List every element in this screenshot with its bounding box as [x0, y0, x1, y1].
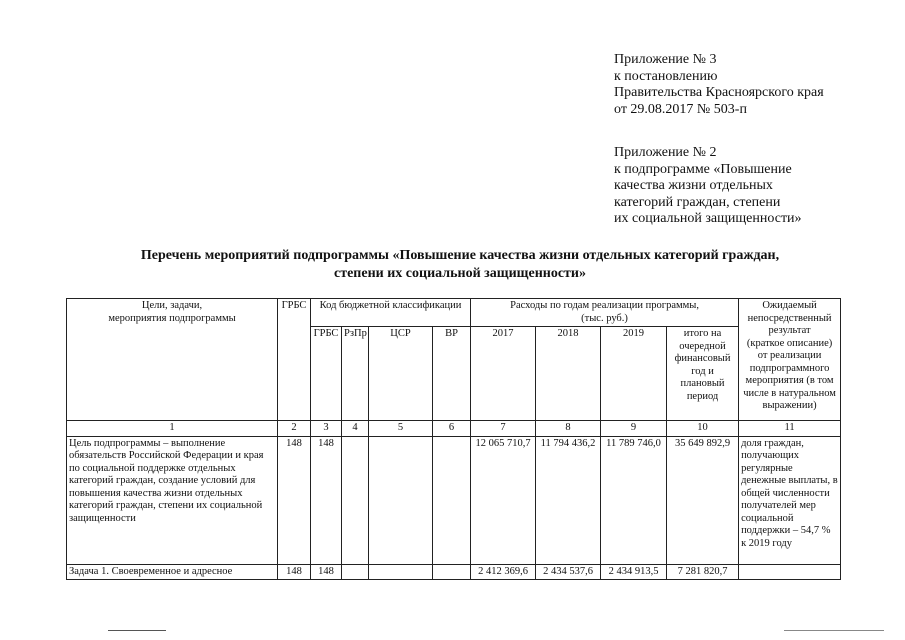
row-code-grbs: 148	[311, 436, 342, 564]
column-number: 11	[739, 421, 841, 437]
row-code-grbs: 148	[311, 564, 342, 580]
table-row	[67, 436, 841, 564]
header-year-2017: 2017	[471, 327, 536, 421]
header-sub-csr: ЦСР	[369, 327, 433, 421]
column-number: 6	[433, 421, 471, 437]
row-name: Цель подпрограммы – выполнение обязательств Российской Федерации и края по социальной поддержке отдельных категорий граждан, создание условий для повышения качества жизни отдельных категорий граждан, степени их социальной защищенности	[67, 436, 278, 564]
column-number: 3	[311, 421, 342, 437]
row-result: доля граждан, получающих регулярные денежные выплаты, в общей численности получателей мер социальной поддержки – 54,7 % к 2019 году	[739, 436, 841, 564]
header-total: итого на очередной финансовый год и плановый период	[667, 327, 739, 421]
appendix-2-line: категорий граждан, степени	[614, 194, 781, 210]
column-number: 8	[536, 421, 601, 437]
row-2017: 12 065 710,7	[471, 436, 536, 564]
header-sub-rzpr: РзПр	[342, 327, 369, 421]
table-row	[67, 564, 841, 580]
header-budget-code: Код бюджетной классификации	[311, 299, 471, 327]
column-number: 7	[471, 421, 536, 437]
appendix-2-line: к подпрограмме «Повышение	[614, 161, 792, 177]
row-total: 7 281 820,7	[667, 564, 739, 580]
activities-table	[66, 298, 841, 580]
row-2018: 2 434 537,6	[536, 564, 601, 580]
document-title-line-1: Перечень мероприятий подпрограммы «Повышение качества жизни отдельных категорий граждан,	[140, 248, 780, 263]
header-expenses: Расходы по годам реализации программы, (тыс. руб.)	[471, 299, 739, 327]
column-number: 4	[342, 421, 369, 437]
row-vr	[433, 564, 471, 580]
column-number: 9	[601, 421, 667, 437]
appendix-2-block	[614, 145, 802, 228]
row-csr	[369, 564, 433, 580]
row-csr	[369, 436, 433, 564]
appendix-2-line: их социальной защищенности»	[614, 211, 802, 226]
row-vr	[433, 436, 471, 564]
row-rzpr	[342, 564, 369, 580]
row-name: Задача 1. Своевременное и адресное	[67, 564, 278, 580]
header-year-2019: 2019	[601, 327, 667, 421]
appendix-3-line: Правительства Красноярского края	[614, 85, 824, 100]
row-rzpr	[342, 436, 369, 564]
row-2019: 2 434 913,5	[601, 564, 667, 580]
column-number: 2	[278, 421, 311, 437]
appendix-3-line: к постановлению	[614, 68, 718, 84]
column-number: 5	[369, 421, 433, 437]
row-result	[739, 564, 841, 580]
appendix-3-line: от 29.08.2017 № 503-п	[614, 101, 747, 117]
document-title-line-2: степени их социальной защищенности»	[334, 266, 586, 281]
row-total: 35 649 892,9	[667, 436, 739, 564]
scan-edge-mark	[108, 630, 166, 631]
row-grbs: 148	[278, 436, 311, 564]
header-sub-grbs: ГРБС	[311, 327, 342, 421]
appendix-3-line: Приложение № 3	[614, 52, 717, 67]
header-grbs: ГРБС	[278, 299, 311, 421]
header-sub-vr: ВР	[433, 327, 471, 421]
row-2018: 11 794 436,2	[536, 436, 601, 564]
header-year-2018: 2018	[536, 327, 601, 421]
appendix-2-line: качества жизни отдельных	[614, 178, 773, 193]
column-number: 10	[667, 421, 739, 437]
document-title	[60, 247, 860, 283]
row-grbs: 148	[278, 564, 311, 580]
row-2017: 2 412 369,6	[471, 564, 536, 580]
column-numbers-row	[67, 421, 841, 437]
appendix-3-block	[614, 52, 824, 118]
header-expected-result: Ожидаемый непосредственный результат (краткое описание) от реализации подпрограммного мероприятия (в том числе в натуральном выражении)	[739, 299, 841, 421]
scan-edge-mark	[784, 630, 884, 631]
row-2019: 11 789 746,0	[601, 436, 667, 564]
appendix-2-line: Приложение № 2	[614, 145, 717, 160]
column-number: 1	[67, 421, 278, 437]
header-goals: Цели, задачи, мероприятия подпрограммы	[67, 299, 278, 421]
